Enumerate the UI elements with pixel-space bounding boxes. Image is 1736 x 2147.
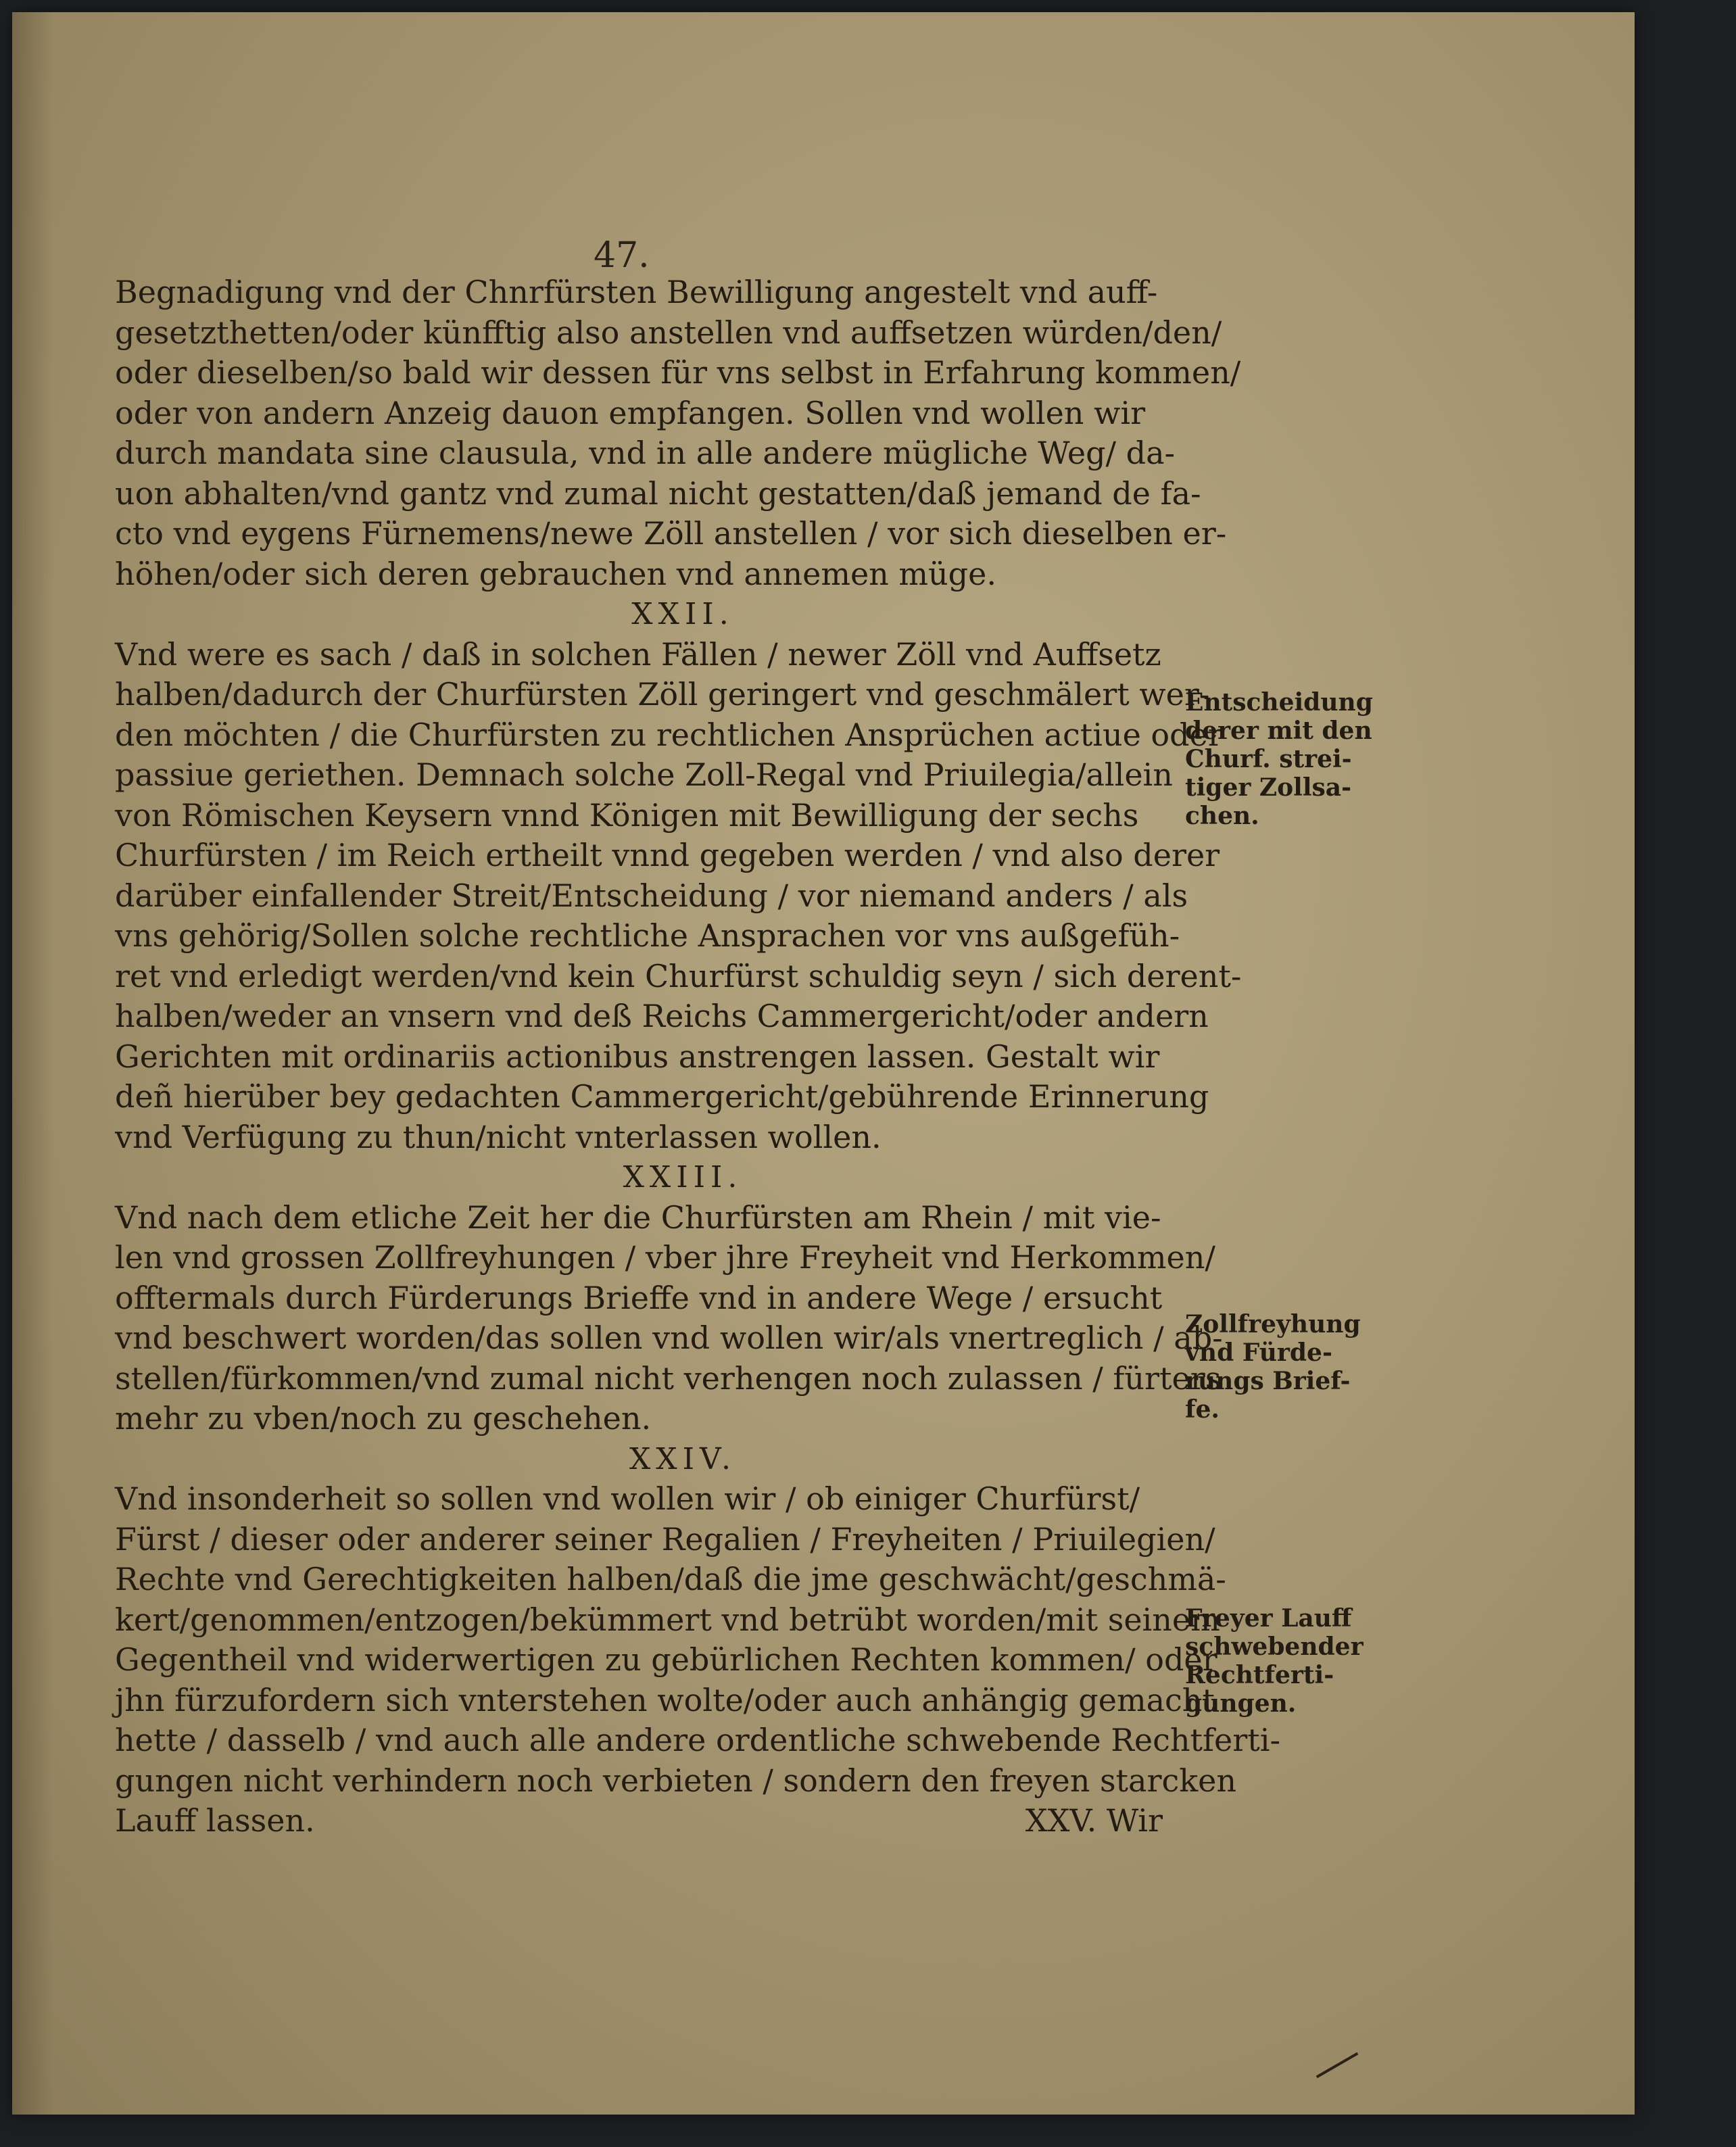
- section-xxiii: [115, 1157, 1223, 1439]
- binding-shadow: [12, 12, 53, 2115]
- text-line: darüber einfallender Streit/Entscheidung / vor niemand anders / als: [115, 877, 1188, 914]
- text-line: uon abhalten/vnd gantz vnd zumal nicht gestatten/daß jemand de fa-: [115, 475, 1201, 512]
- marginal-line: Churf. strei-: [1185, 745, 1352, 773]
- section-heading: XXIV.: [629, 1441, 737, 1476]
- text-line: Begnadigung vnd der Chnrfürsten Bewilligung angestelt vnd auff-: [115, 274, 1158, 310]
- marginal-note-freyer-lauff: [1185, 1604, 1368, 1718]
- text-line: oder dieselben/so bald wir dessen für vns selbst in Erfahrung kommen/: [115, 354, 1241, 391]
- text-line: gungen nicht verhindern noch verbieten / sondern den freyen starcken: [115, 1762, 1236, 1799]
- text-line: vns gehörig/Sollen solche rechtliche Ansprachen vor vns außgefüh-: [115, 917, 1180, 954]
- text-line-last: [115, 1801, 1170, 1841]
- paragraph: [115, 635, 1242, 1158]
- marginal-line: fe.: [1185, 1395, 1220, 1424]
- section-heading: XXIII.: [623, 1160, 743, 1195]
- text-line: ret vnd erledigt werden/vnd kein Churfürst schuldig seyn / sich derent-: [115, 957, 1242, 994]
- text-line: mehr zu vben/noch zu geschehen.: [115, 1400, 652, 1437]
- text-line: offtermals durch Fürderungs Brieffe vnd in andere Wege / ersucht: [115, 1279, 1163, 1316]
- text-line: halben/dadurch der Churfürsten Zöll geringert vnd geschmälert wer-: [115, 676, 1210, 713]
- text-line: Gerichten mit ordinariis actionibus anstrengen lassen. Gestalt wir: [115, 1038, 1160, 1075]
- marginal-line: chen.: [1185, 802, 1259, 830]
- marginal-line: derer mit den: [1185, 717, 1372, 745]
- text-line: deñ hierüber bey gedachten Cammergericht/gebührende Erinnerung: [115, 1078, 1209, 1115]
- text-line: Lauff lassen.: [115, 1802, 315, 1839]
- text-line: stellen/fürkommen/vnd zumal nicht verhengen noch zulassen / fürters: [115, 1359, 1222, 1397]
- marginal-line: gungen.: [1185, 1689, 1297, 1718]
- marginal-line: Entscheidung: [1185, 688, 1373, 717]
- marginal-line: tiger Zollsa-: [1185, 773, 1352, 802]
- marginal-line: schwebender: [1185, 1633, 1364, 1661]
- section-heading: XXII.: [631, 597, 734, 631]
- marginal-line: vnd Fürde-: [1185, 1338, 1332, 1367]
- page-number: 47.: [594, 235, 650, 276]
- text-line: durch mandata sine clausula, vnd in alle andere mügliche Weg/ da-: [115, 435, 1176, 471]
- text-line: vnd Verfügung zu thun/nicht vnterlassen wollen.: [115, 1118, 882, 1155]
- text-line: oder von andern Anzeig dauon empfangen. Sollen vnd wollen wir: [115, 394, 1146, 431]
- text-line: Fürst / dieser oder anderer seiner Regalien / Freyheiten / Priuilegien/: [115, 1520, 1215, 1558]
- section-xxii: [115, 594, 1242, 1157]
- text-line: jhn fürzufordern sich vnterstehen wolte/oder auch anhängig gemacht: [115, 1681, 1215, 1718]
- text-line: Churfürsten / im Reich ertheilt vnnd gegeben werden / vnd also derer: [115, 837, 1220, 873]
- text-line: Vnd were es sach / daß in solchen Fällen / newer Zöll vnd Auffsetz: [115, 635, 1161, 673]
- section-intro: [115, 272, 1241, 594]
- text-line: cto vnd eygens Fürnemens/newe Zöll anstellen / vor sich dieselben er-: [115, 515, 1227, 552]
- text-line: Vnd insonderheit so sollen vnd wollen wir / ob einiger Churfürst/: [115, 1480, 1140, 1517]
- text-line: len vnd grossen Zollfreyhungen / vber jhre Freyheit vnd Herkommen/: [115, 1239, 1215, 1276]
- book-page: [12, 12, 1635, 2115]
- marginal-line: Zollfreyhung: [1185, 1310, 1361, 1338]
- marginal-note-zollfreyhung: [1185, 1310, 1368, 1424]
- text-line: kert/genommen/entzogen/bekümmert vnd betrübt worden/mit seinem: [115, 1601, 1220, 1638]
- text-line: vnd beschwert worden/das sollen vnd wollen wir/als vnertreglich / ab-: [115, 1320, 1223, 1356]
- marginal-line: Rechtferti-: [1185, 1661, 1334, 1689]
- text-line: von Römischen Keysern vnnd Königen mit Bewilligung der sechs: [115, 796, 1139, 834]
- catchword: XXV. Wir: [1025, 1802, 1163, 1839]
- paragraph: [115, 272, 1241, 594]
- ink-mark: [1316, 2052, 1359, 2078]
- paragraph: [115, 1198, 1223, 1439]
- text-line: gesetzthetten/oder künfftig also anstellen vnd auffsetzen würden/den/: [115, 314, 1222, 351]
- text-line: Gegentheil vnd widerwertigen zu gebürlichen Rechten kommen/ oder: [115, 1641, 1217, 1678]
- marginal-note-entscheidung: [1185, 688, 1373, 830]
- text-line: Rechte vnd Gerechtigkeiten halben/daß die jme geschwächt/geschmä-: [115, 1561, 1226, 1597]
- text-line: halben/weder an vnsern vnd deß Reichs Cammergericht/oder andern: [115, 998, 1209, 1034]
- text-line: höhen/oder sich deren gebrauchen vnd annemen müge.: [115, 555, 996, 592]
- marginal-line: Freyer Lauff: [1185, 1604, 1352, 1633]
- text-line: den möchten / die Churfürsten zu rechtlichen Ansprüchen actiue oder: [115, 716, 1223, 753]
- text-line: Vnd nach dem etliche Zeit her die Churfürsten am Rhein / mit vie-: [115, 1199, 1161, 1236]
- text-line: hette / dasselb / vnd auch alle andere ordentliche schwebende Rechtferti-: [115, 1722, 1280, 1758]
- marginal-line: rungs Brief-: [1185, 1367, 1351, 1395]
- text-line: passiue geriethen. Demnach solche Zoll-Regal vnd Priuilegia/allein: [115, 756, 1173, 793]
